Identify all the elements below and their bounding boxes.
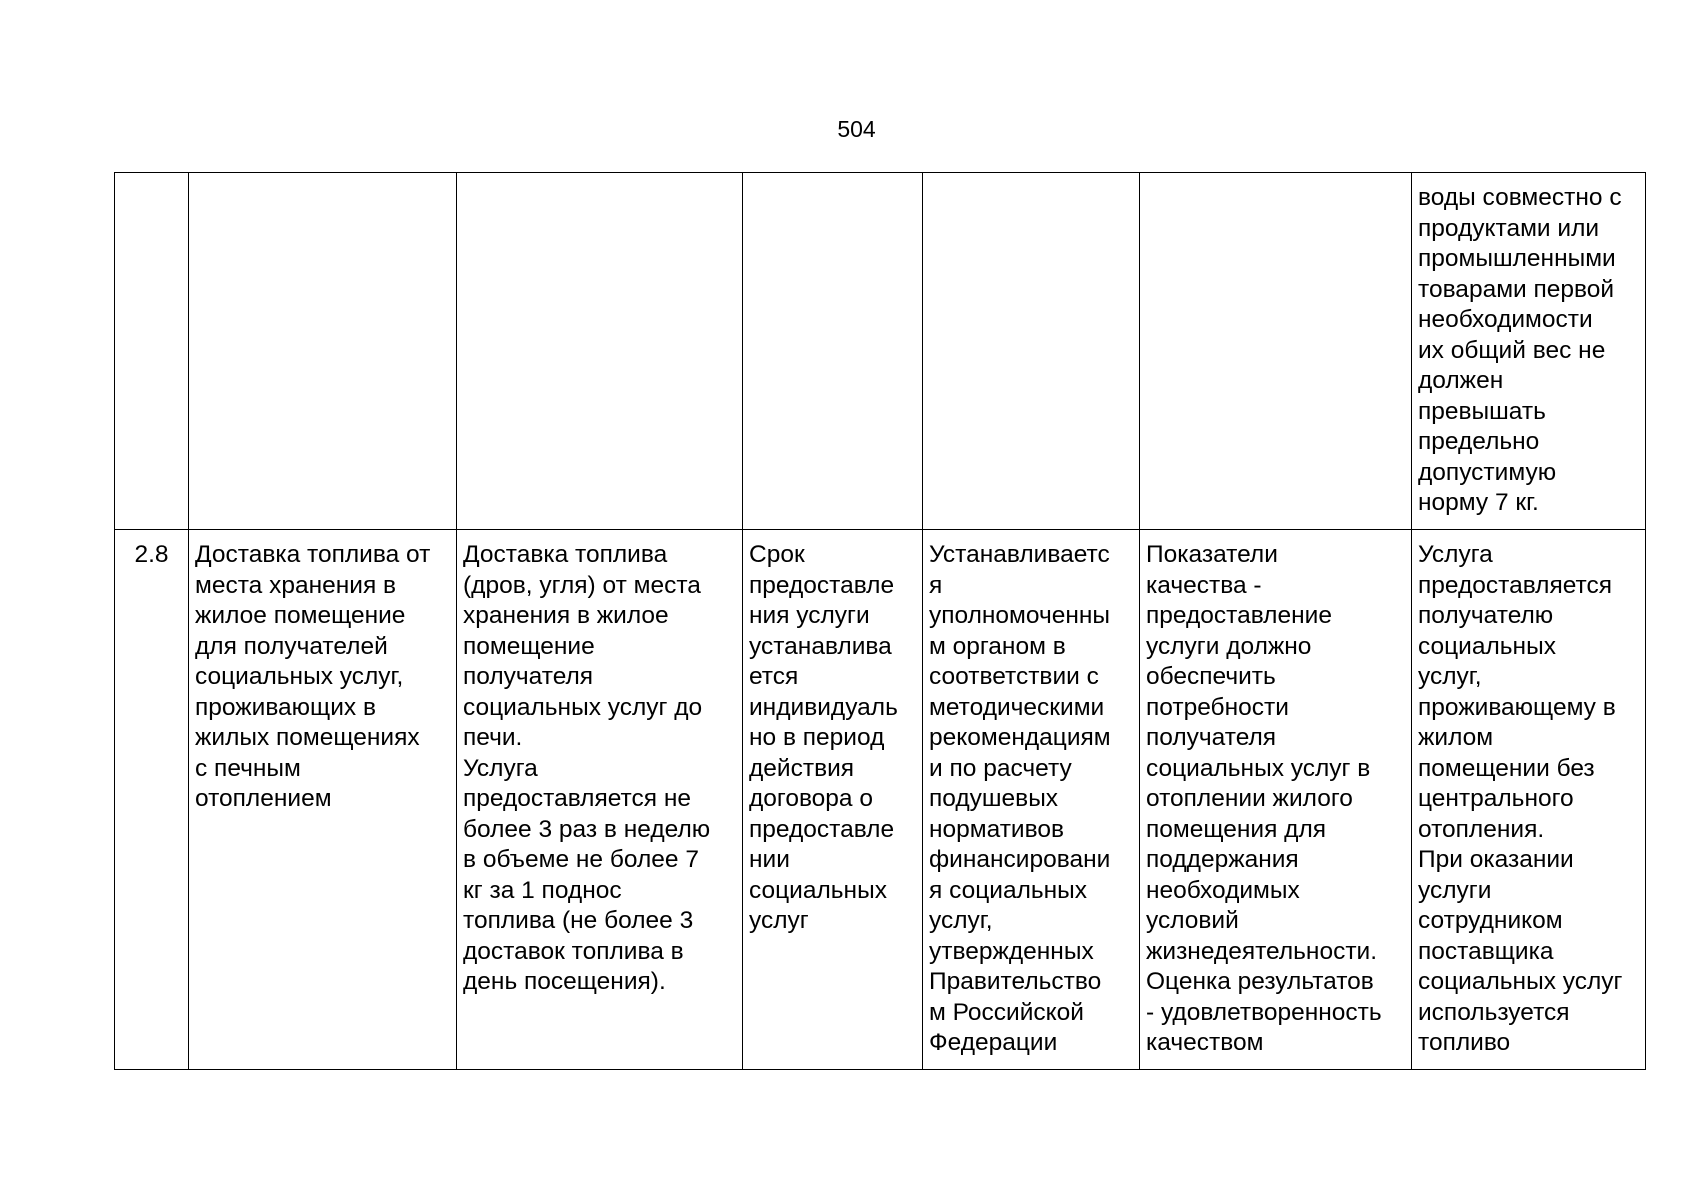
cell-service-name: Доставка топлива от места хранения в жилое помещение для получателей социальных услуг, проживающих в жилых помещениях с печным отоплением [189, 530, 457, 1070]
cell-service-description [457, 173, 743, 530]
cell-service-quality: Показатели качества - предоставление услуги должно обеспечить потребности получателя социальных услуг в отоплении жилого помещения для поддержания необходимых условий жизнедеятельности. Оценка результатов - удовлетворенность качеством [1140, 530, 1412, 1070]
cell-service-norm: Устанавливаетс я уполномоченны м органом в соответствии с методическими рекомендациям и по расчету подушевых нормативов финансировани я социальных услуг, утвержденных Правительство м Российской Федерации [923, 530, 1140, 1070]
cell-service-term: Срок предоставле ния услуги устанавлива ется индивидуаль но в период действия договора о предоставле нии социальных услуг [743, 530, 923, 1070]
cell-service-conditions: Услуга предоставляется получателю социальных услуг, проживающему в жилом помещении без центрального отопления. При оказании услуги сотрудником поставщика социальных услуг используется топливо [1412, 530, 1646, 1070]
services-table [114, 172, 1646, 1070]
cell-service-term [743, 173, 923, 530]
cell-number: 2.8 [115, 530, 189, 1070]
cell-service-norm [923, 173, 1140, 530]
cell-service-quality [1140, 173, 1412, 530]
cell-service-conditions: воды совместно с продуктами или промышленными товарами первой необходимости их общий вес не должен превышать предельно допустимую норму 7 кг. [1412, 173, 1646, 530]
table-row [115, 173, 1646, 530]
cell-service-name [189, 173, 457, 530]
cell-service-description: Доставка топлива (дров, угля) от места хранения в жилое помещение получателя социальных услуг до печи. Услуга предоставляется не более 3 раз в неделю в объеме не более 7 кг за 1 поднос топлива (не более 3 доставок топлива в день посещения). [457, 530, 743, 1070]
cell-number [115, 173, 189, 530]
table-row [115, 530, 1646, 1070]
page-number: 504 [837, 116, 876, 142]
